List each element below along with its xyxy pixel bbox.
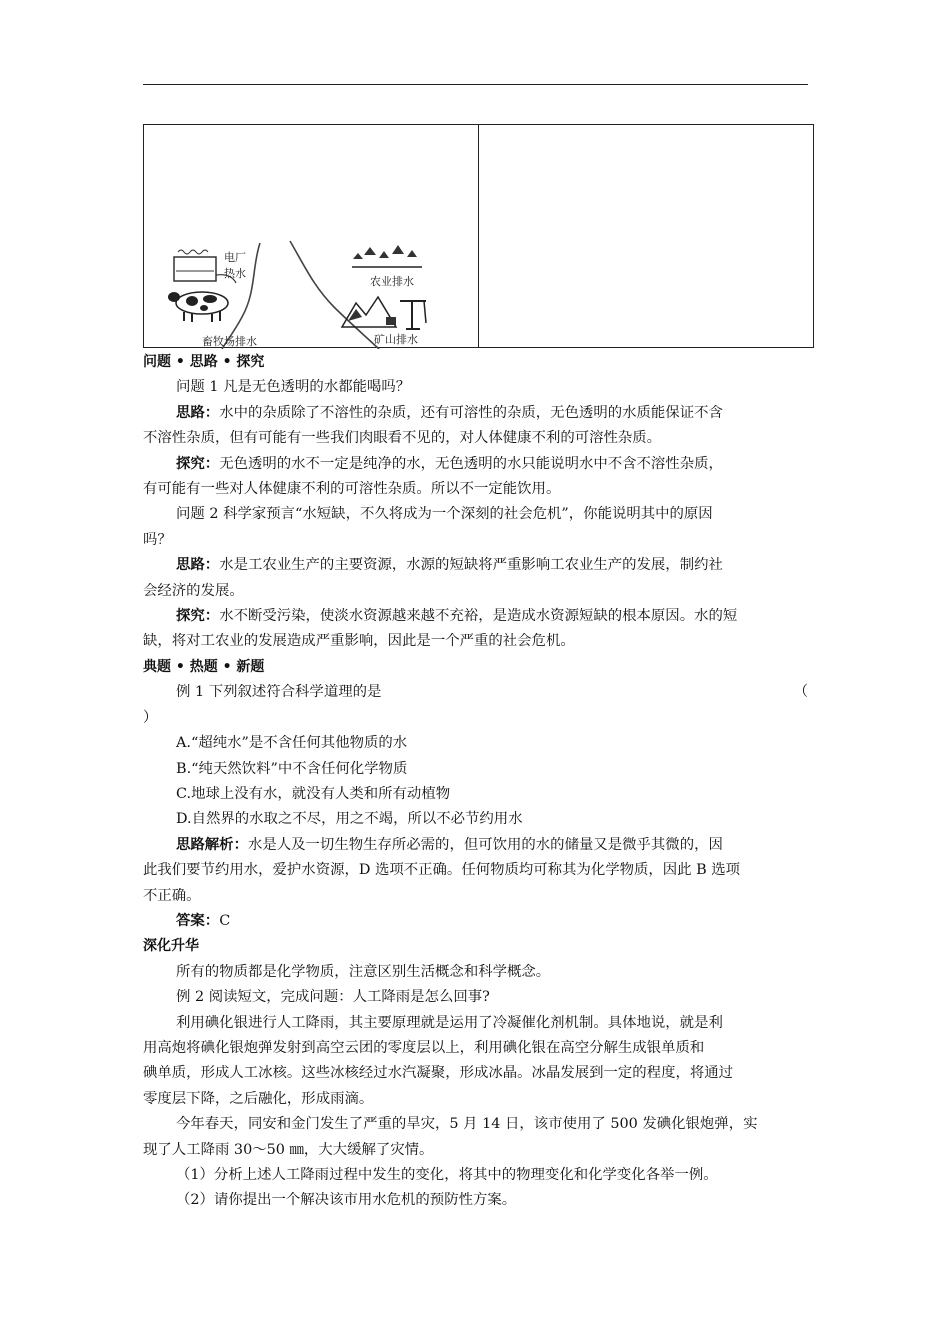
mine-icon — [342, 297, 426, 329]
figure-table — [143, 124, 814, 348]
q2-thinking-text-1: 水是工农业生产的主要资源，水源的短缺将严重影响工农业生产的发展，制约社 — [219, 557, 723, 574]
example-1-paren-close: ） — [143, 709, 158, 726]
q1-explore-line-2: 有可能有一些对人体健康不利的可溶性杂质。所以不一定能饮用。 — [143, 481, 561, 498]
ex2-para2-line-1: 今年春天，同安和金门发生了严重的旱灾，5 月 14 日，该市使用了 500 发碘化银炮弹，实 — [176, 1116, 758, 1133]
option-c: C.地球上没有水，就没有人类和所有动植物 — [176, 785, 451, 802]
q1-thinking-line-1 — [143, 401, 808, 426]
ex2-question-1: （1）分析上述人工降雨过程中发生的变化，将其中的物理变化和化学变化各举一例。 — [176, 1167, 718, 1183]
q1-explore-line-1 — [143, 452, 808, 477]
ex1-analysis-label: 思路解析： — [176, 836, 248, 853]
ex2-para1-line-4: 零度层下降，之后融化，形成雨滴。 — [143, 1090, 374, 1107]
option-b: B.“纯天然饮料”中不含任何化学物质 — [176, 760, 408, 777]
ex2-question-2: （2）请你提出一个解决该市用水危机的预防性方案。 — [176, 1192, 517, 1209]
label-power-plant-2: 热水 — [224, 267, 246, 280]
q2-explore-line-2: 缺，将对工农业的发展造成严重影响，因此是一个严重的社会危机。 — [143, 633, 575, 650]
deepen-text: 所有的物质都是化学物质，注意区别生活概念和科学概念。 — [176, 963, 551, 980]
ex1-answer — [143, 909, 808, 934]
question-2-line-2: 吗？ — [143, 531, 172, 548]
q1-thinking-label: 思路： — [176, 404, 220, 421]
ex2-para1-line-3: 碘单质，形成人工冰核。这些冰核经过水汽凝聚，形成冰晶。冰晶发展到一定的程度，将通过 — [143, 1065, 734, 1082]
question-2-line-1: 问题 2 科学家预言“水短缺，不久将成为一个深刻的社会危机”，你能说明其中的原因 — [176, 506, 713, 523]
q2-explore-line-1 — [143, 604, 808, 629]
label-farm: 农业排水 — [370, 275, 414, 288]
option-d: D.自然界的水取之不尽，用之不竭，所以不必节约用水 — [176, 811, 523, 828]
figure-cell-right — [479, 125, 813, 347]
option-a: A.“超纯水”是不含任何其他物质的水 — [176, 735, 408, 752]
ex1-analysis-line-1 — [143, 833, 808, 858]
example-1-text: 例 1 下列叙述符合科学道理的是 — [176, 684, 382, 701]
q1-thinking-text-1: 水中的杂质除了不溶性的杂质，还有可溶性的杂质，无色透明的水质能保证不含 — [219, 404, 723, 421]
ex2-para1-line-1: 利用碘化银进行人工降雨，其主要原理就是运用了冷凝催化剂机制。具体地说，就是利 — [176, 1014, 723, 1031]
q2-explore-label: 探究： — [176, 608, 220, 625]
document-body — [143, 350, 808, 1214]
water-pollution-illustration — [164, 237, 464, 349]
cow-icon — [168, 292, 228, 322]
example-1-paren-open: （ — [793, 684, 808, 701]
header-rule — [143, 84, 808, 85]
farm-trees-icon — [352, 245, 422, 267]
example-1 — [143, 680, 808, 705]
ex1-answer-label: 答案： — [176, 912, 220, 929]
question-1: 问题 1 凡是无色透明的水都能喝吗？ — [176, 379, 411, 396]
label-livestock: 畜牧场排水 — [202, 335, 257, 348]
example-2: 例 2 阅读短文，完成问题：人工降雨是怎么回事? — [176, 989, 490, 1006]
q2-thinking-line-1 — [143, 553, 808, 578]
ex2-para2-line-2: 现了人工降雨 30～50 ㎜，大大缓解了灾情。 — [143, 1141, 434, 1158]
ex2-para1-line-2: 用高炮将碘化银炮弹发射到高空云团的零度层以上，利用碘化银在高空分解生成银单质和 — [143, 1039, 705, 1056]
q2-explore-text-1: 水不断受污染，使淡水资源越来越不充裕，是造成水资源短缺的根本原因。水的短 — [219, 608, 738, 625]
figure-cell-left — [144, 125, 478, 347]
q2-thinking-line-2: 会经济的发展。 — [143, 582, 244, 599]
q1-explore-label: 探究： — [176, 455, 220, 472]
q1-explore-text-1: 无色透明的水不一定是纯净的水，无色透明的水只能说明水中不含不溶性杂质， — [219, 455, 723, 472]
label-power-plant-1: 电厂 — [224, 251, 246, 264]
label-mine: 矿山排水 — [374, 333, 418, 346]
section-title-deepen: 深化升华 — [143, 938, 199, 955]
q1-thinking-line-2: 不溶性杂质，但有可能有一些我们肉眼看不见的，对人体健康不利的可溶性杂质。 — [143, 430, 662, 447]
ex1-analysis-line-2: 此我们要节约用水，爱护水资源，D 选项不正确。任何物质均可称其为化学物质，因此 B 选项 — [143, 862, 741, 879]
q2-thinking-label: 思路： — [176, 557, 220, 574]
section-title-questions: 问题 • 思路 • 探究 — [143, 354, 265, 370]
ex1-analysis-line-3: 不正确。 — [143, 887, 201, 904]
section-title-examples: 典题 • 热题 • 新题 — [143, 658, 265, 675]
ex1-analysis-text-1: 水是人及一切生物生存所必需的，但可饮用的水的储量又是微乎其微的，因 — [247, 836, 723, 853]
ex1-answer-value: C — [219, 912, 231, 929]
